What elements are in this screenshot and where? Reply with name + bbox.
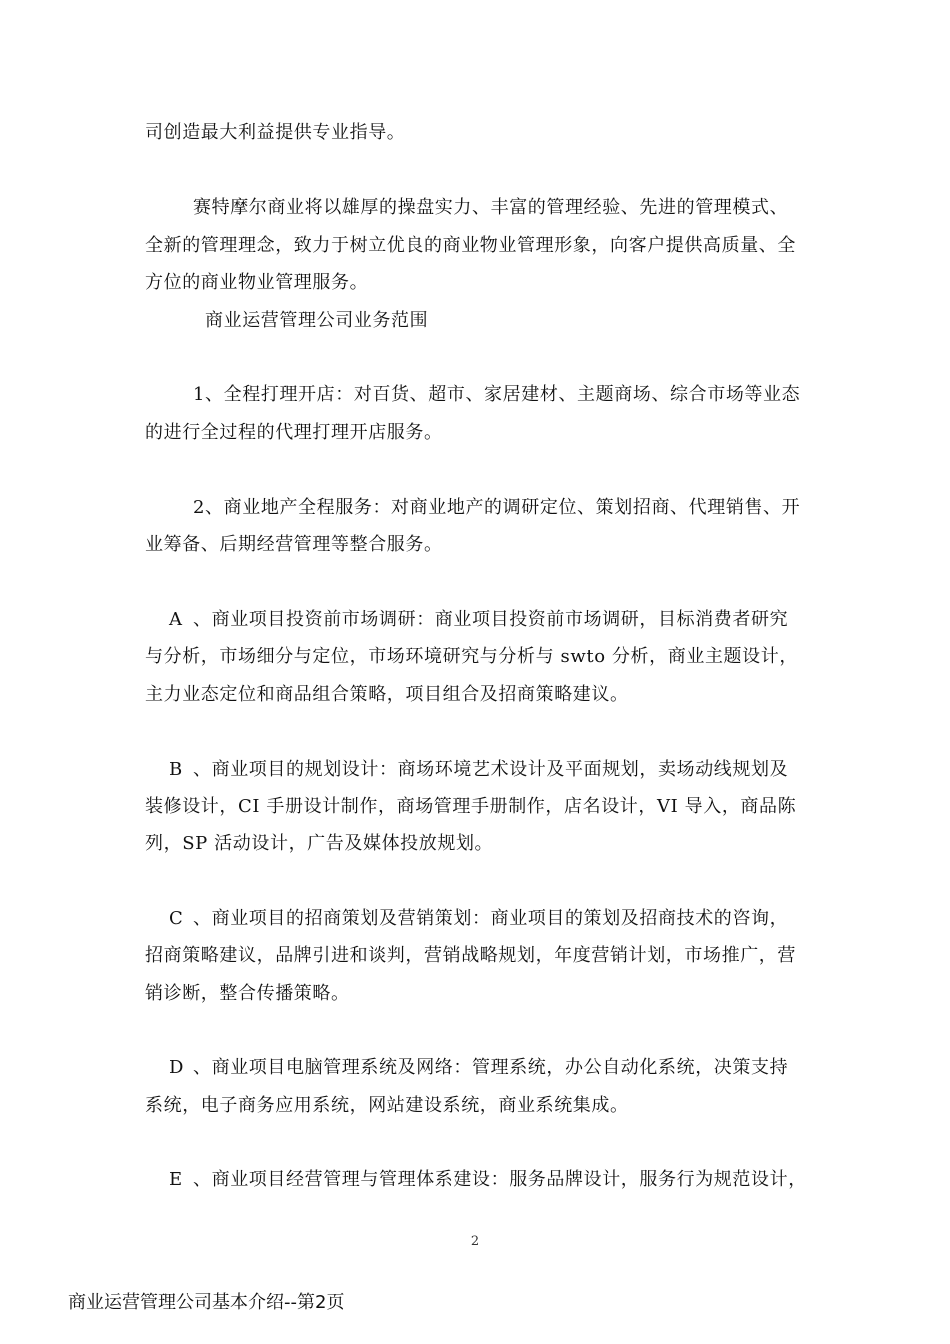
paragraph-line: 系统，电子商务应用系统，网站建设系统，商业系统集成。 (145, 1095, 629, 1116)
list-item-text: 、商业项目电脑管理系统及网络：管理系统，办公自动化系统，决策支持 (193, 1057, 789, 1078)
paragraph-line: 销诊断，整合传播策略。 (145, 983, 350, 1004)
footer-caption: 商业运营管理公司基本介绍--第2页 (68, 1292, 345, 1313)
paragraph-line: 全新的管理理念，致力于树立优良的商业物业管理形象，向客户提供高质量、全 (145, 235, 796, 256)
paragraph-line: 赛特摩尔商业将以雄厚的操盘实力、丰富的管理经验、先进的管理模式、 (193, 197, 789, 218)
list-item-text: 、商业项目的招商策划及营销策划：商业项目的策划及招商技术的咨询， (193, 908, 789, 929)
paragraph-line: 1、全程打理开店：对百货、超市、家居建材、主题商场、综合市场等业态 (193, 384, 801, 405)
paragraph-line: 装修设计，CI 手册设计制作，商场管理手册制作，店名设计，VI 导入，商品陈 (145, 796, 797, 817)
paragraph-line: 招商策略建议，品牌引进和谈判，营销战略规划，年度营销计划，市场推广，营 (145, 945, 796, 966)
list-item-b (145, 758, 805, 782)
paragraph-line: 列，SP 活动设计，广告及媒体投放规划。 (145, 833, 494, 854)
list-item-a (145, 608, 805, 632)
section-heading: 商业运营管理公司业务范围 (205, 310, 429, 331)
paragraph-line: 方位的商业物业管理服务。 (145, 272, 369, 293)
list-item-c (145, 907, 805, 931)
paragraph-line: 主力业态定位和商品组合策略，项目组合及招商策略建议。 (145, 684, 629, 705)
list-item-text: 、商业项目的规划设计：商场环境艺术设计及平面规划，卖场动线规划及 (193, 759, 789, 780)
paragraph-line: 司创造最大利益提供专业指导。 (145, 122, 406, 143)
list-item-text: 、商业项目经营管理与管理体系建设：服务品牌设计，服务行为规范设计， (193, 1169, 807, 1190)
list-item-e (145, 1168, 805, 1192)
paragraph-line: 与分析，市场细分与定位，市场环境研究与分析与 swto 分析，商业主题设计， (145, 646, 798, 667)
list-item-text: 、商业项目投资前市场调研：商业项目投资前市场调研，目标消费者研究 (193, 609, 789, 630)
list-item-letter: B (169, 759, 183, 780)
list-item-letter: C (169, 908, 184, 929)
list-item-d (145, 1056, 805, 1080)
page-number: 2 (470, 1234, 480, 1249)
list-item-letter: E (169, 1169, 183, 1190)
paragraph-line: 业筹备、后期经营管理等整合服务。 (145, 534, 443, 555)
paragraph-line: 2、商业地产全程服务：对商业地产的调研定位、策划招商、代理销售、开 (193, 497, 801, 518)
list-item-letter: A (169, 609, 183, 630)
paragraph-line: 的进行全过程的代理打理开店服务。 (145, 422, 443, 443)
list-item-letter: D (169, 1057, 185, 1078)
